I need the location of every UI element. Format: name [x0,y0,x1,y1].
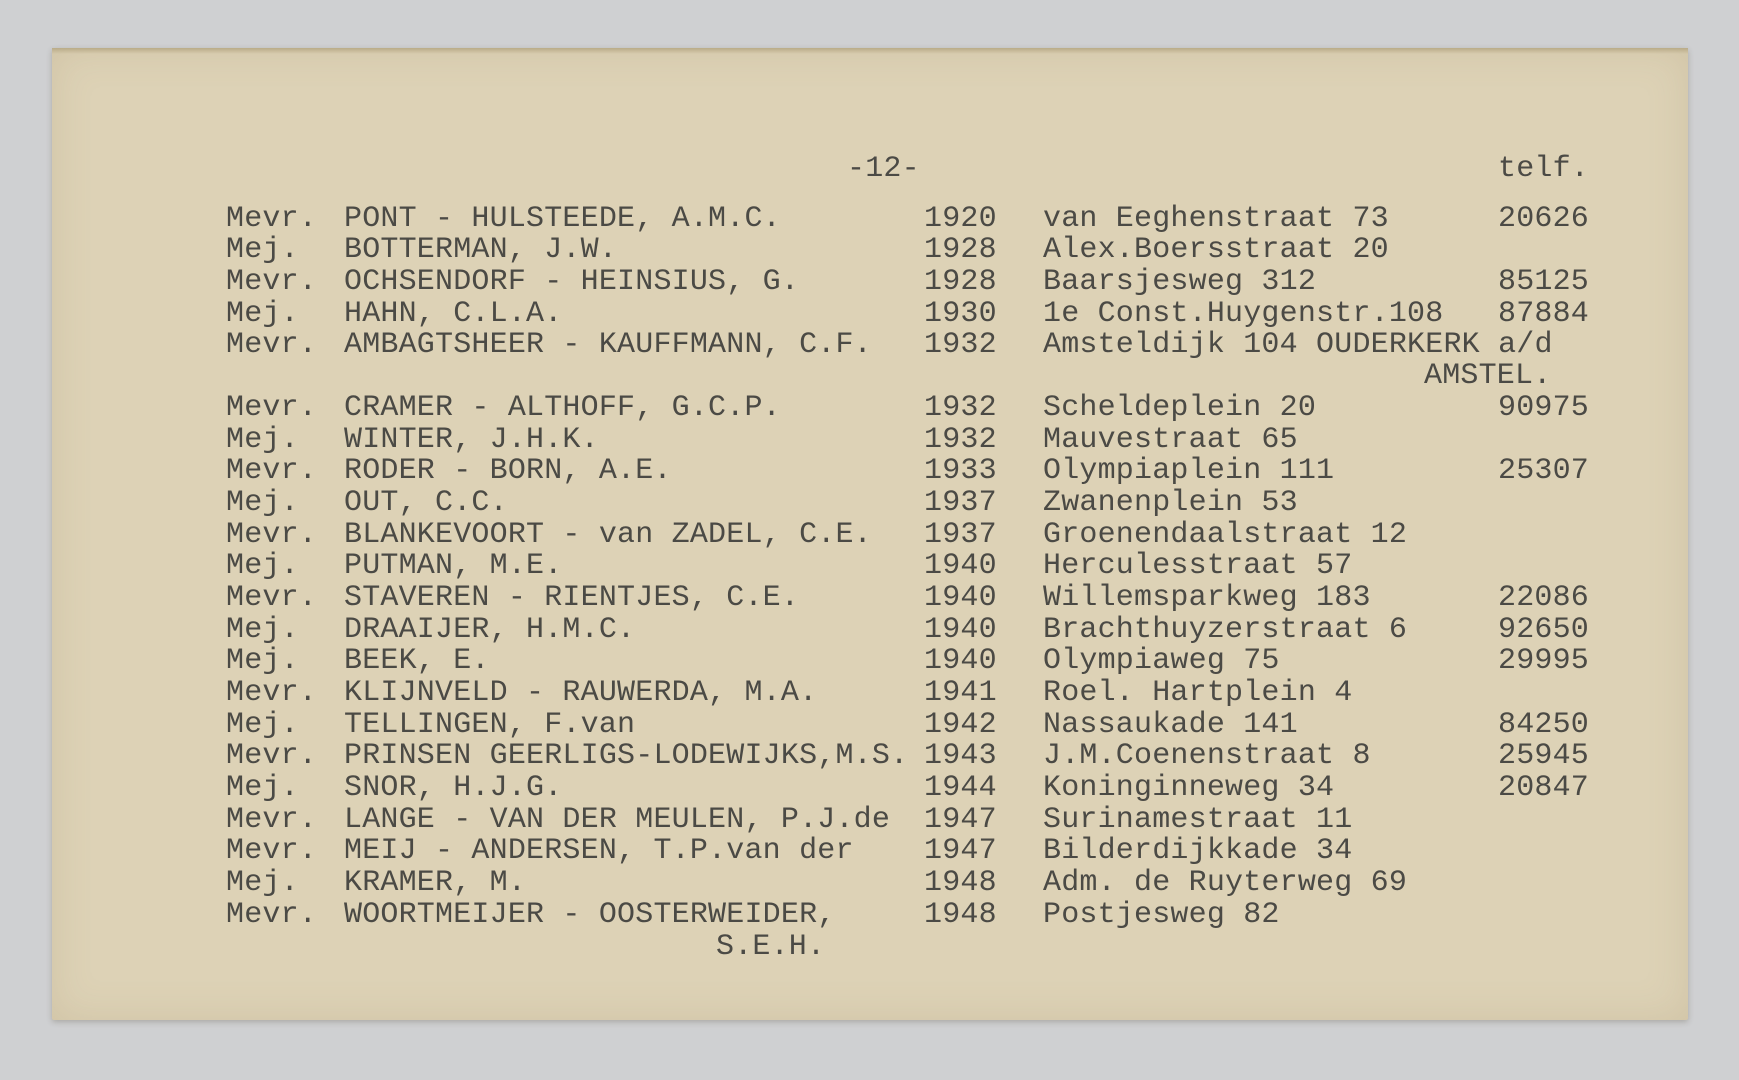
phone-column-heading: telf. [1498,152,1590,186]
entry-year: 1941 [924,676,997,710]
entry-year: 1944 [924,771,997,805]
entry-address: J.M.Coenenstraat 8 [1043,739,1371,773]
entry-name: WOORTMEIJER - OOSTERWEIDER, [344,898,836,932]
entry-address: Nassaukade 141 [1043,708,1298,742]
entry-title: Mevr. [226,898,318,932]
entry-year: 1920 [924,202,997,236]
entry-title: Mej. [226,423,299,457]
entry-title: Mej. [226,549,299,583]
entry-title: Mej. [226,297,299,331]
entry-name: TELLINGEN, F.van [344,708,636,742]
entry-name: WINTER, J.H.K. [344,423,599,457]
entry-name: OCHSENDORF - HEINSIUS, G. [344,265,800,299]
entry-year: 1933 [924,454,997,488]
entry-name: BLANKEVOORT - van ZADEL, C.E. [344,518,872,552]
entry-title: Mej. [226,866,299,900]
entry-address: Mauvestraat 65 [1043,423,1298,457]
entry-phone: 20847 [1498,771,1590,805]
entry-name: PONT - HULSTEEDE, A.M.C. [344,202,781,236]
entry-address: Adm. de Ruyterweg 69 [1043,866,1408,900]
entry-address-continued: AMSTEL. [1424,359,1552,393]
entry-address: 1e Const.Huygenstr.108 [1043,297,1444,331]
entry-address: Roel. Hartplein 4 [1043,676,1353,710]
entry-address: Postjesweg 82 [1043,898,1280,932]
entry-title: Mevr. [226,803,318,837]
entry-phone: 25307 [1498,454,1590,488]
entry-phone: 87884 [1498,297,1590,331]
entry-year: 1932 [924,328,997,362]
entry-year: 1928 [924,233,997,267]
entry-title: Mevr. [226,265,318,299]
entry-name: HAHN, C.L.A. [344,297,563,331]
entry-name: RODER - BORN, A.E. [344,454,672,488]
entry-title: Mevr. [226,454,318,488]
entry-name: MEIJ - ANDERSEN, T.P.van der [344,834,854,868]
entry-address: Olympiaplein 111 [1043,454,1335,488]
entry-phone: 29995 [1498,644,1590,678]
entry-year: 1942 [924,708,997,742]
entry-title: Mevr. [226,676,318,710]
entry-name: OUT, C.C. [344,486,508,520]
entry-title: Mevr. [226,328,318,362]
entry-address: Herculesstraat 57 [1043,549,1353,583]
entry-year: 1928 [924,265,997,299]
entry-year: 1948 [924,866,997,900]
entry-year: 1940 [924,613,997,647]
entry-year: 1932 [924,423,997,457]
entry-name: CRAMER - ALTHOFF, G.C.P. [344,391,781,425]
entry-address: Alex.Boersstraat 20 [1043,233,1389,267]
entry-title: Mevr. [226,834,318,868]
entry-title: Mej. [226,708,299,742]
entry-name: STAVEREN - RIENTJES, C.E. [344,581,800,615]
entry-title: Mej. [226,233,299,267]
entry-year: 1937 [924,518,997,552]
entry-title: Mevr. [226,518,318,552]
entry-title: Mej. [226,486,299,520]
entry-year: 1943 [924,739,997,773]
entry-year: 1940 [924,549,997,583]
entry-name: LANGE - VAN DER MEULEN, P.J.de [344,803,891,837]
entry-title: Mevr. [226,581,318,615]
entry-title: Mej. [226,771,299,805]
entry-title: Mevr. [226,202,318,236]
entry-address: Willemsparkweg 183 [1043,581,1371,615]
entry-address: van Eeghenstraat 73 [1043,202,1389,236]
entry-address: Koninginneweg 34 [1043,771,1335,805]
entry-year: 1947 [924,834,997,868]
entry-address: Baarsjesweg 312 [1043,265,1317,299]
entry-phone: 92650 [1498,613,1590,647]
entry-name: BOTTERMAN, J.W. [344,233,618,267]
entry-name: PRINSEN GEERLIGS-LODEWIJKS,M.S. [344,739,909,773]
entry-title: Mej. [226,644,299,678]
entry-title: Mevr. [226,391,318,425]
page-number: -12- [847,152,920,186]
entry-address: Olympiaweg 75 [1043,644,1280,678]
entry-year: 1940 [924,581,997,615]
entry-address: Surinamestraat 11 [1043,803,1353,837]
entry-address: Groenendaalstraat 12 [1043,518,1408,552]
entry-phone: 85125 [1498,265,1590,299]
entry-phone: 25945 [1498,739,1590,773]
entry-phone: 84250 [1498,708,1590,742]
entry-phone: 22086 [1498,581,1590,615]
card-top-edge [52,48,1688,54]
entry-name: AMBAGTSHEER - KAUFFMANN, C.F. [344,328,872,362]
entry-name: BEEK, E. [344,644,490,678]
entry-phone: 90975 [1498,391,1590,425]
entry-name-continued: S.E.H. [716,930,826,964]
entry-year: 1937 [924,486,997,520]
entry-title: Mevr. [226,739,318,773]
entry-year: 1940 [924,644,997,678]
entry-year: 1930 [924,297,997,331]
entry-address: Amsteldijk 104 OUDERKERK a/d [1043,328,1553,362]
entry-name: DRAAIJER, H.M.C. [344,613,636,647]
entry-name: KLIJNVELD - RAUWERDA, M.A. [344,676,818,710]
entry-name: PUTMAN, M.E. [344,549,563,583]
entry-address: Scheldeplein 20 [1043,391,1317,425]
entry-name: KRAMER, M. [344,866,527,900]
entry-address: Zwanenplein 53 [1043,486,1298,520]
entry-year: 1947 [924,803,997,837]
entry-address: Bilderdijkkade 34 [1043,834,1353,868]
entry-phone: 20626 [1498,202,1590,236]
entry-address: Brachthuyzerstraat 6 [1043,613,1408,647]
entry-year: 1948 [924,898,997,932]
entry-title: Mej. [226,613,299,647]
entry-name: SNOR, H.J.G. [344,771,563,805]
entry-year: 1932 [924,391,997,425]
